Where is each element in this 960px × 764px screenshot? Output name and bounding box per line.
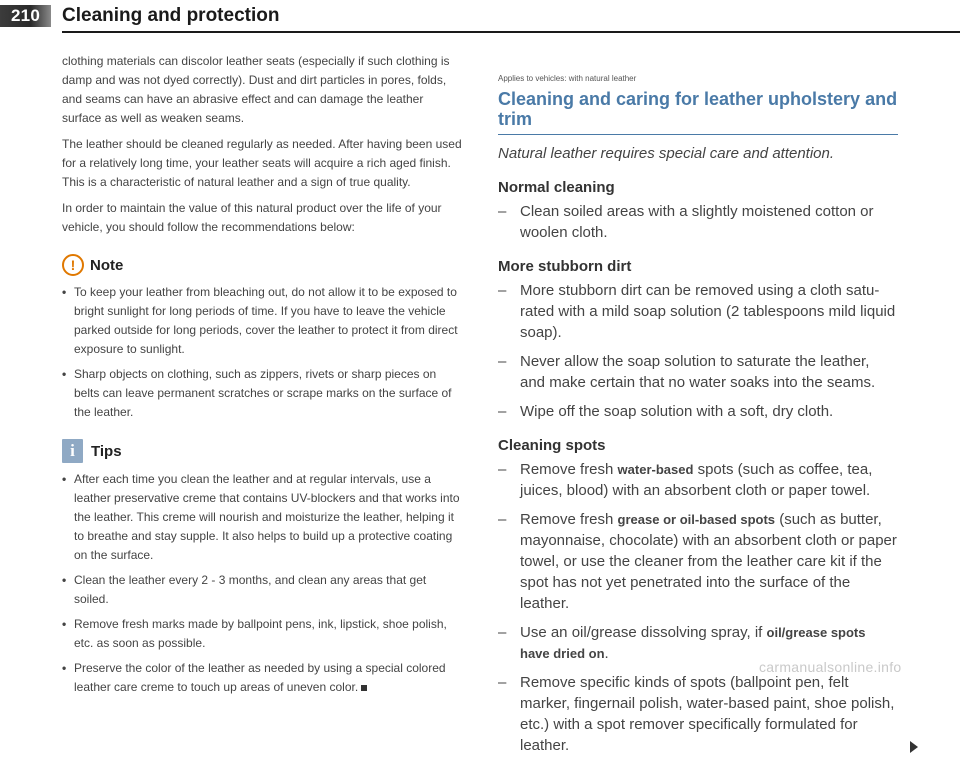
list-item xyxy=(498,459,898,501)
page-header xyxy=(0,0,960,40)
list-text: Remove fresh xyxy=(520,511,618,528)
dash-icon: – xyxy=(498,511,507,528)
subheading-normal-cleaning: Normal cleaning xyxy=(498,179,615,196)
list-text: Remove specific kinds of spots (ballpoint pen, felt marker, fingernail polish, water-based paint, shoe polish, etc.) with a spot remover specifically formulated for leather. xyxy=(520,674,895,754)
tip-text: After each time you clean the leather and at regular intervals, use a leather preservative creme that contains UV-blockers and that works into the leather. This creme will nourish and moisturize the leather, helping it to breathe and stay supple. It also helps to build up a protective coating on the surface. xyxy=(74,472,460,562)
list-text: Use an oil/grease dissolving spray, if xyxy=(520,624,767,641)
paragraph: In order to maintain the value of this natural product over the life of your vehicle, you should follow the recommendations below: xyxy=(62,201,442,234)
list-item xyxy=(498,401,898,422)
tip-bullet xyxy=(62,615,462,653)
dash-icon: – xyxy=(498,674,507,691)
note-title: Note xyxy=(90,256,124,274)
bullet-icon: • xyxy=(62,367,67,381)
dash-icon: – xyxy=(498,203,507,220)
list-item xyxy=(498,672,898,756)
list-text: Wipe off the soap solution with a soft, dry cloth. xyxy=(520,403,834,420)
tip-text: Remove fresh marks made by ballpoint pens, ink, lipstick, shoe polish, etc. as soon as possible. xyxy=(74,617,447,650)
continue-arrow-icon xyxy=(910,741,918,753)
bullet-icon: • xyxy=(62,661,67,675)
note-heading xyxy=(62,254,462,276)
list-emphasis: grease or oil-based spots xyxy=(617,512,776,527)
list-text: (such as butter, mayonnaise, chocolate) with an absorbent cloth or paper towel, or use the cleaner from the leather care kit if the spot has not yet penetrated into the surface of the leather. xyxy=(520,511,897,612)
list-item xyxy=(498,351,898,393)
list-text: Clean soiled areas with a slightly moistened cotton or woolen cloth. xyxy=(520,203,874,241)
left-column xyxy=(62,52,462,703)
list-item xyxy=(498,509,898,614)
tip-text: Preserve the color of the leather as needed by using a special colored leather care creme to touch up areas of uneven color. xyxy=(74,661,446,694)
section-end-icon xyxy=(361,685,367,691)
bullet-icon: • xyxy=(62,285,67,299)
subheading-cleaning-spots: Cleaning spots xyxy=(498,437,606,454)
list-item xyxy=(498,622,898,664)
list-text: Remove fresh xyxy=(520,461,618,478)
subheading-stubborn-dirt: More stubborn dirt xyxy=(498,258,632,275)
note-text: Sharp objects on clothing, such as zippers, rivets or sharp pieces on belts can leave permanent scratches or scrape marks on the surface of the leather. xyxy=(74,367,452,419)
header-rule xyxy=(62,31,960,33)
page-number: 210 xyxy=(0,5,51,27)
page-title: Cleaning and protection xyxy=(62,5,280,26)
list-item xyxy=(498,201,898,243)
section-title: Cleaning and caring for leather upholstery and trim xyxy=(498,89,898,135)
list-item xyxy=(498,280,898,343)
dash-icon: – xyxy=(498,282,507,299)
tips-heading xyxy=(62,439,462,463)
section-intro: Natural leather requires special care and attention. xyxy=(498,145,835,162)
list-emphasis: water-based xyxy=(617,462,694,477)
dash-icon: – xyxy=(498,461,507,478)
dash-icon: – xyxy=(498,353,507,370)
list-text: More stubborn dirt can be removed using a cloth satu-rated with a mild soap solution (2 tablespoons mild liquid soap). xyxy=(520,282,896,341)
paragraph: The leather should be cleaned regularly as needed. After having been used for a relatively long time, your leather seats will acquire a rich aged finish. This is a characteristic of natural leather and a sign of true quality. xyxy=(62,137,462,189)
dash-icon: – xyxy=(498,403,507,420)
bullet-icon: • xyxy=(62,472,67,486)
tips-title: Tips xyxy=(91,442,122,460)
paragraph: clothing materials can discolor leather seats (especially if such clothing is damp and was not dyed correctly). Dust and dirt particles in pores, folds, and seams can have an abrasive effect and can damage the leather surface as well as weaken seams. xyxy=(62,54,450,125)
list-text: spots (such as coffee, tea, juices, blood) with an absorbent cloth or paper towel. xyxy=(520,461,873,499)
watermark: carmanualsonline.info xyxy=(759,659,902,675)
tip-bullet xyxy=(62,571,462,609)
list-text: . xyxy=(604,645,609,662)
bullet-icon: • xyxy=(62,617,67,631)
exclamation-icon: ! xyxy=(62,254,84,276)
note-bullet xyxy=(62,365,462,422)
tip-bullet xyxy=(62,659,462,697)
list-emphasis: oil/grease spots have dried on xyxy=(520,625,866,661)
dash-icon: – xyxy=(498,624,507,641)
tip-text: Clean the leather every 2 - 3 months, and clean any areas that get soiled. xyxy=(74,573,427,606)
note-bullet xyxy=(62,283,462,359)
list-text: Never allow the soap solution to saturate the leather, and make certain that no water soaks into the seams. xyxy=(520,353,876,391)
tip-bullet xyxy=(62,470,462,565)
info-icon: i xyxy=(62,439,83,463)
applies-note: Applies to vehicles: with natural leather xyxy=(498,74,637,83)
bullet-icon: • xyxy=(62,573,67,587)
note-text: To keep your leather from bleaching out, do not allow it to be exposed to bright sunlight for long periods of time. If you have to leave the vehicle parked outside for long periods, cover the leather to protect it from direct exposure to sunlight. xyxy=(74,285,458,356)
